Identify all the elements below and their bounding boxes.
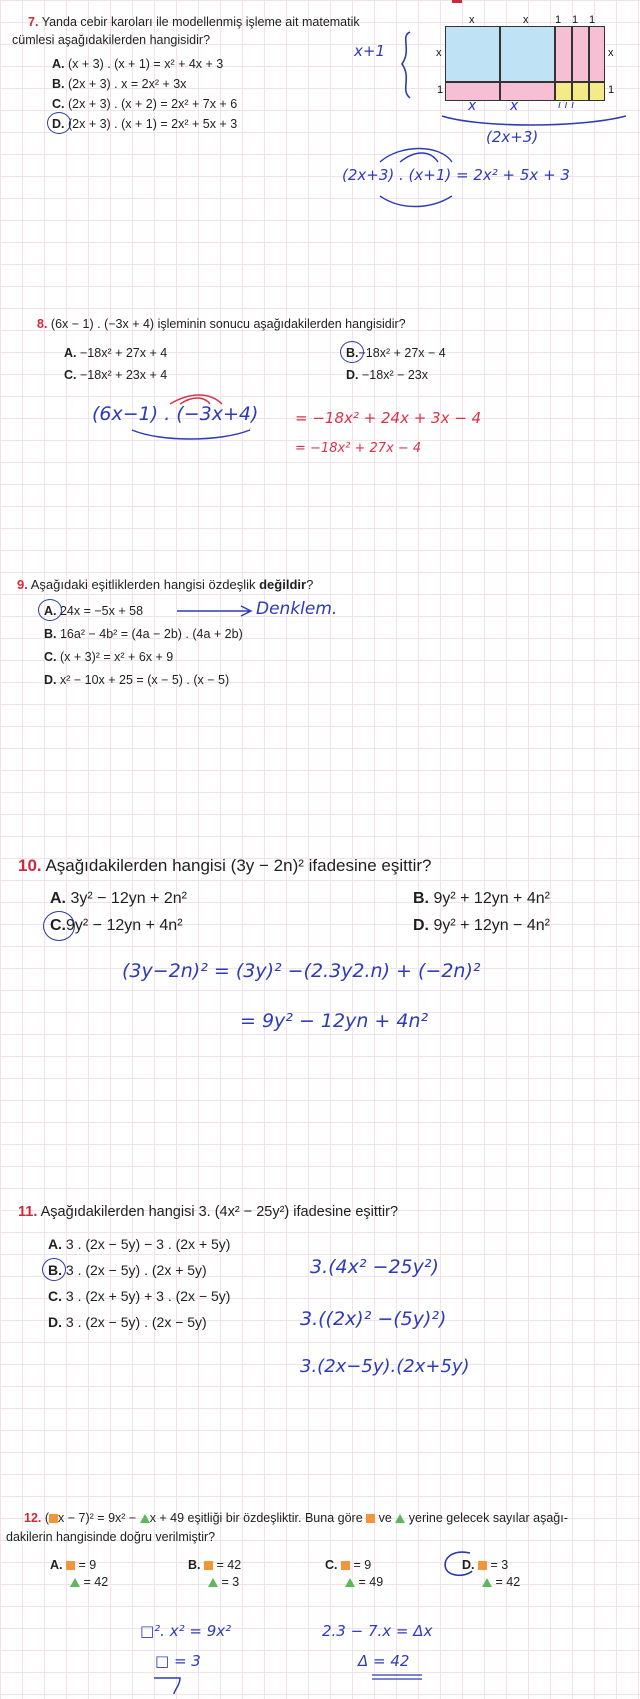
q10-option-d-key: D. [413,917,429,934]
q10-option-c-text: 9y² − 12yn + 4n² [66,917,183,934]
q9-option-b[interactable] [44,626,243,643]
q9-option-b-text: 16a² − 4b² = (4a − 2b) . (4a + 2b) [59,627,243,641]
q8-answer-circle [340,341,364,363]
q8-stem [37,316,406,333]
tile-one-3 [589,82,605,101]
q7-option-d-key: D. [52,117,65,131]
q7-option-d-text: (2x + 3) . (x + 1) = 2x² + 5x + 3 [67,117,238,131]
orange-square-icon [204,1561,213,1570]
q10-option-b-text: 9y² + 12yn + 4n² [433,890,550,907]
q7-hw-x1: x [468,98,477,114]
q10-answer-circle [43,911,75,941]
q7-hw-ones: ı ı ı [558,98,575,111]
q11-option-a[interactable] [48,1236,230,1252]
q7-option-a-text: (x + 3) . (x + 1) = x² + 4x + 3 [67,57,224,71]
q10-option-c-key: C. [50,917,66,934]
q7-answer-circle [47,112,71,134]
q11-option-a-key: A. [48,1236,62,1252]
q12-hw-right2: Δ = 42 [358,1652,410,1670]
green-triangle-icon [140,1514,150,1523]
q11-answer-circle [42,1258,66,1281]
q12-option-b[interactable] [188,1557,241,1591]
q10-option-d[interactable] [413,917,550,935]
q8-option-d[interactable] [346,367,428,384]
tile-x-squared-2 [500,26,555,82]
q11-option-c-text: 3 . (2x + 5y) + 3 . (2x − 5y) [65,1288,231,1304]
green-triangle-icon [395,1514,405,1523]
top-accent [452,0,462,3]
tile-label-top-1a: 1 [555,14,562,26]
q12-hw-underline [370,1672,430,1682]
orange-square-icon [341,1561,350,1570]
q12-text-1c: x + 49 eşitliği bir özdeşliktir. Buna göre [149,1511,367,1525]
green-triangle-icon [208,1578,218,1587]
q12-hw-mark [150,1674,190,1696]
q7-hw-work: (2x+3) . (x+1) = 2x² + 5x + 3 [342,166,570,184]
q7-option-d[interactable] [52,116,237,133]
q12-option-a-sq: = 9 [78,1558,97,1572]
q11-option-d-text: 3 . (2x − 5y) . (2x − 5y) [65,1314,207,1330]
q11-stem [18,1204,398,1220]
q8-option-a[interactable] [64,345,167,362]
q10-text: Aşağıdakilerden hangisi (3y − 2n)² ifadesine eşittir? [45,856,432,875]
q8-option-a-text: −18x² + 27x + 4 [79,346,168,360]
q7-option-a-key: A. [52,57,65,71]
orange-square-icon [366,1514,375,1523]
q7-option-b[interactable] [52,76,186,93]
q9-text-a: Aşağıdaki eşitliklerden hangisi özdeşlik [30,577,260,592]
q12-number: 12. [24,1511,42,1525]
q8-hw-expr: (6x−1) . (−3x+4) [92,403,259,425]
q12-option-c-key: C. [325,1558,338,1572]
q9-option-a-text: 24x = −5x + 58 [59,604,144,618]
q10-stem [18,856,431,876]
q12-option-a[interactable] [50,1557,108,1591]
q8-hw-line1: = −18x² + 24x + 3x − 4 [295,409,482,427]
q8-option-a-key: A. [64,346,77,360]
q9-option-d-text: x² − 10x + 25 = (x − 5) . (x − 5) [59,673,230,687]
q8-number: 8. [37,317,48,331]
q9-option-d-key: D. [44,673,57,687]
q11-hw-line1: 3.(4x² −25y²) [310,1256,439,1278]
q9-option-d[interactable] [44,672,229,689]
q12-option-a-tri: = 42 [83,1574,109,1589]
q7-number: 7. [28,15,39,29]
q12-option-c-sq: = 9 [353,1558,372,1572]
q12-hw-left1: □². x² = 9x² [140,1622,232,1640]
q11-option-d-key: D. [48,1314,62,1330]
q11-option-d[interactable] [48,1314,207,1330]
q9-option-a-key: A. [44,604,57,618]
q10-option-b[interactable] [413,890,550,908]
q10-number: 10. [18,856,42,875]
q11-option-b[interactable] [48,1262,207,1278]
q12-text-line2: dakilerin hangisinde doğru verilmiştir? [6,1530,216,1544]
q12-hw-right1: 2.3 − 7.x = Δx [322,1622,433,1640]
tile-label-right-x: x [608,47,614,59]
q12-text-1a: ( [44,1511,50,1525]
tile-label-left-1: 1 [437,84,444,96]
tile-label-top-x2: x [523,14,529,26]
q8-option-c[interactable] [64,367,167,384]
tile-x-3 [589,26,605,82]
q7-option-c-text: (2x + 3) . (x + 2) = 2x² + 7x + 6 [67,97,238,111]
q7-stem [12,14,428,47]
q12-option-d-sq: = 3 [490,1558,509,1572]
tile-x-1 [555,26,572,82]
q11-hw-line3: 3.(2x−5y).(2x+5y) [300,1356,470,1377]
tile-label-top-1c: 1 [589,14,596,26]
q7-hw-side: x+1 [354,42,385,60]
q10-option-a-key: A. [50,890,66,907]
q8-text: (6x − 1) . (−3x + 4) işleminin sonucu aşağıdakilerden hangisidir? [50,317,406,331]
q12-option-a-key: A. [50,1558,63,1572]
q10-hw-line2: = 9y² − 12yn + 4n² [240,1010,429,1032]
q7-hw-x2: x [510,98,519,114]
q11-option-b-key: B. [48,1262,62,1278]
tile-label-left-x: x [436,47,442,59]
q9-stem [17,576,313,594]
q8-option-b-key: B. [346,346,359,360]
q12-text-1b: x − 7)² = 9x² − [58,1511,140,1525]
q10-option-a-text: 3y² − 12yn + 2n² [70,890,187,907]
q9-option-c[interactable] [44,649,173,666]
q9-hw-arrow [175,604,255,618]
q12-option-c[interactable] [325,1557,383,1591]
q10-option-a[interactable] [50,890,187,908]
q8-option-b-text: −18x² + 27x − 4 [358,346,446,360]
q8-option-d-key: D. [346,368,359,382]
tile-label-top-1b: 1 [572,14,579,26]
q12-stem [24,1510,636,1527]
q12-option-d-key: D. [462,1558,475,1572]
q10-option-b-key: B. [413,890,429,907]
q10-hw-line1: (3y−2n)² = (3y)² −(2.3y2.n) + (−2n)² [122,960,481,982]
q7-text-line2: cümlesi aşağıdakilerden hangisidir? [12,33,211,47]
q9-text-b: değildir [259,577,307,592]
q9-text-c: ? [306,577,314,592]
q9-option-c-key: C. [44,650,57,664]
q7-hw-brace [396,30,418,100]
green-triangle-icon [482,1578,492,1587]
q12-hw-left2: □ = 3 [155,1652,201,1670]
q11-text: Aşağıdakilerden hangisi 3. (4x² − 25y²) ifadesine eşittir? [40,1204,399,1220]
q11-option-b-text: 3 . (2x − 5y) . (2x + 5y) [65,1262,207,1278]
q9-hw-note: Denklem. [256,599,338,619]
q7-option-c[interactable] [52,96,237,113]
q8-option-c-text: −18x² + 23x + 4 [79,368,168,382]
q12-option-d-tri: = 42 [495,1574,521,1589]
q11-option-c-key: C. [48,1288,62,1304]
q11-option-a-text: 3 . (2x − 5y) − 3 . (2x + 5y) [65,1236,231,1252]
orange-square-icon [478,1561,487,1570]
q12-text-1d: ve [375,1511,396,1525]
q7-option-a[interactable] [52,56,223,73]
q12-answer-circle [438,1549,478,1579]
orange-square-icon [66,1561,75,1570]
q8-hw-arrows [100,390,270,440]
q7-hw-width: (2x+3) [486,128,539,146]
green-triangle-icon [345,1578,355,1587]
q8-hw-line2: = −18x² + 27x − 4 [295,441,422,456]
q12-option-b-sq: = 42 [216,1558,242,1572]
tile-one-2 [572,82,589,101]
q12-option-b-key: B. [188,1558,201,1572]
q12-text-1e: yerine gelecek sayılar aşağı- [405,1511,568,1525]
q8-option-d-text: −18x² − 23x [361,368,428,382]
q7-option-b-text: (2x + 3) . x = 2x² + 3x [67,77,187,91]
tile-label-right-1: 1 [608,84,615,96]
q9-number: 9. [17,577,28,592]
q8-option-c-key: C. [64,368,77,382]
q11-option-c[interactable] [48,1288,230,1304]
orange-square-icon [49,1514,58,1523]
q10-option-d-text: 9y² + 12yn − 4n² [433,917,550,934]
tile-x-5 [500,82,555,101]
q7-text-line1: Yanda cebir karoları ile modellenmiş işleme ait matematik [41,15,360,29]
q9-option-b-key: B. [44,627,57,641]
green-triangle-icon [70,1578,80,1587]
algebra-tiles [445,26,605,101]
q11-number: 11. [18,1204,38,1220]
tile-label-top-x1: x [469,14,475,26]
tile-x-2 [572,26,589,82]
q9-option-c-text: (x + 3)² = x² + 6x + 9 [59,650,174,664]
q9-answer-circle [38,599,62,621]
tile-x-squared-1 [445,26,500,82]
q7-option-c-key: C. [52,97,65,111]
q11-hw-line2: 3.((2x)² −(5y)²) [300,1308,447,1330]
q7-option-b-key: B. [52,77,65,91]
q12-option-c-tri: = 49 [358,1574,384,1589]
q12-option-b-tri: = 3 [221,1574,240,1589]
